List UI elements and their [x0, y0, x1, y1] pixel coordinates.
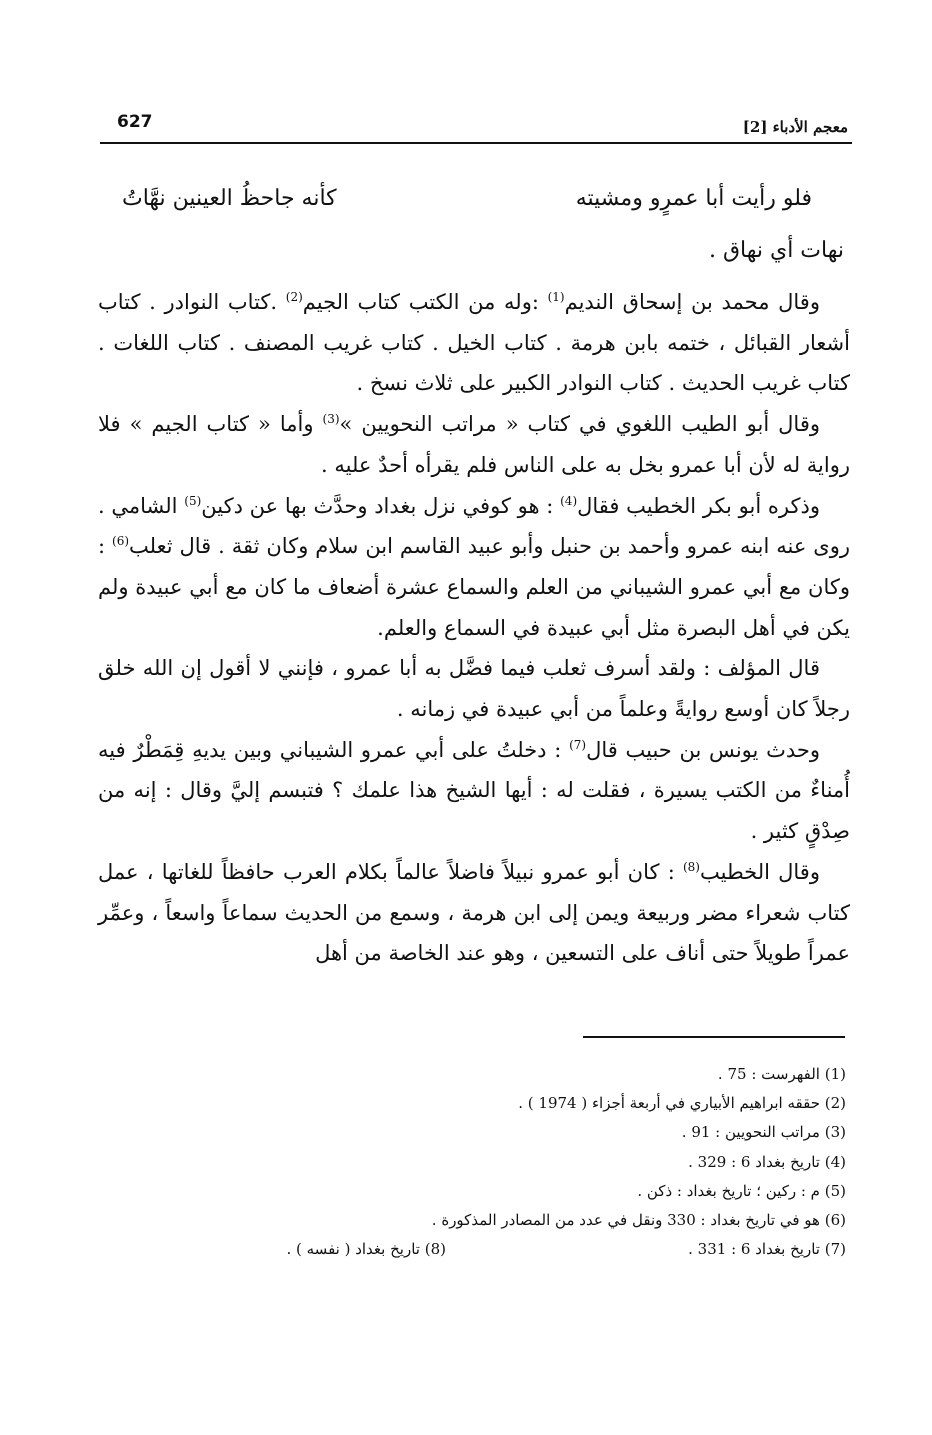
footnotes: [146, 1060, 846, 1264]
paragraph: [98, 852, 850, 974]
verse-hemistich-1: فلو رأيت أبا عمرٍو ومشيته: [575, 186, 812, 211]
footnote-ref: (8): [682, 859, 700, 874]
main-text: [98, 282, 850, 974]
paragraph: [98, 486, 850, 649]
text-run: .كتاب النوادر . كتاب أشعار القبائل ، ختمه بابن هرمة . كتاب الخيل . كتاب غريب المصنف . كتاب اللغات . كتاب غريب الحديث . كتاب النوادر الكبير على ثلاث نسخ .: [98, 290, 850, 396]
footnote-1: (1) الفهرست : 75 .: [717, 1065, 846, 1083]
footnote-ref: (4): [560, 493, 578, 508]
footnote-7: (7) تاريخ بغداد 6 : 331 .: [688, 1240, 846, 1259]
running-header: [100, 108, 848, 142]
text-run: وقال أبو الطيب اللغوي في كتاب « مراتب النحويين »: [339, 412, 820, 437]
text-run: وقال محمد بن إسحاق النديم: [564, 290, 820, 314]
text-run: : هو كوفي نزل بغداد وحدَّث بها عن دكين: [201, 493, 561, 518]
footnote-6: (6) هو في تاريخ بغداد : 330 ونقل في عدد من المصادر المذكورة .: [431, 1211, 846, 1230]
text-run: وقال الخطيب: [699, 859, 820, 884]
text-run: وحدث يونس بن حبيب قال: [586, 737, 820, 762]
text-run: الشامي . روى عنه ابنه عمرو وأحمد بن حنبل وأبو عبيد القاسم ابن سلام وكان ثقة . قال ثعلب: [98, 493, 850, 559]
paragraph: [98, 648, 850, 729]
footnote-5: (5) م : ركين ؛ تاريخ بغداد : ذكن .: [637, 1181, 846, 1200]
footnote-3: (3) مراتب النحويين : 91 .: [681, 1123, 846, 1142]
header-rule: [100, 142, 852, 144]
paragraph: [98, 282, 850, 404]
paragraph: [98, 404, 850, 485]
verse-hemistich-2: كأنه جاحظُ العينين نهَّاتُ: [122, 186, 337, 211]
footnote-ref: (7): [569, 737, 587, 752]
footnote-rule: [583, 1036, 845, 1038]
text-run: قال المؤلف : ولقد أسرف ثعلب فيما فضَّل به أبا عمرو ، فإنني لا أقول إن الله خلق رجلاً كان أوسع روايةً وعلماً من أبي عبيدة في زمانه .: [98, 656, 850, 722]
footnote-line-7-8: [146, 1235, 846, 1264]
running-title: معجم الأدباء [2]: [742, 118, 848, 136]
text-run: :وله من الكتب كتاب الجيم: [302, 290, 548, 314]
paragraph: [98, 730, 850, 852]
footnote-4: (4) تاريخ بغداد 6 : 329 .: [688, 1152, 846, 1171]
footnote-ref: (2): [285, 290, 303, 304]
page-number: 627: [117, 112, 153, 132]
footnote-ref: (6): [112, 534, 130, 549]
text-run: وذكره أبو بكر الخطيب فقال: [577, 493, 820, 518]
text-run: وأما « كتاب الجيم » فلا رواية له لأن أبا عمرو بخل به على الناس فلم يقرأه أحدٌ عليه .: [98, 412, 850, 477]
footnote-ref: (5): [184, 493, 202, 508]
verse-gloss: نهات أي نهاق .: [708, 238, 844, 263]
footnote-2: (2) حققه ابراهيم الأبياري في أربعة أجزاء ( 1974 ) .: [518, 1094, 846, 1113]
poetry-verse: [122, 176, 812, 226]
text-run: : كان أبو عمرو نبيلاً فاضلاً عالماً بكلام العرب حافظاً للغاتها ، عمل كتاب شعراء مضر وربيعة ويمن إلى ابن هرمة ، وسمع من الحديث سماعاً واسعاً ، وعمِّر عمراً طويلاً حتى أناف على التسعين ، وهو عند الخاصة من أهل: [98, 859, 850, 966]
footnote-8: (8) تاريخ بغداد ( نفسه ) .: [286, 1240, 446, 1259]
footnote-ref: (3): [322, 412, 340, 427]
text-run: : دخلتُ على أبي عمرو الشيباني وبين يديهِ قِمَطْرٌ فيه أُمناءٌ من الكتب يسيرة ، فقلت له : أيها الشيخ هذا علمك ؟ فتبسم إليَّ وقال : إنه من صِدْقٍ كثير .: [98, 737, 850, 844]
text-run: : وكان مع أبي عمرو الشيباني من العلم والسماع عشرة أضعاف ما كان مع أبي عبيدة ولم يكن في أهل البصرة مثل أبي عبيدة في السماع والعلم.: [98, 534, 850, 640]
footnote-ref: (1): [547, 290, 565, 304]
